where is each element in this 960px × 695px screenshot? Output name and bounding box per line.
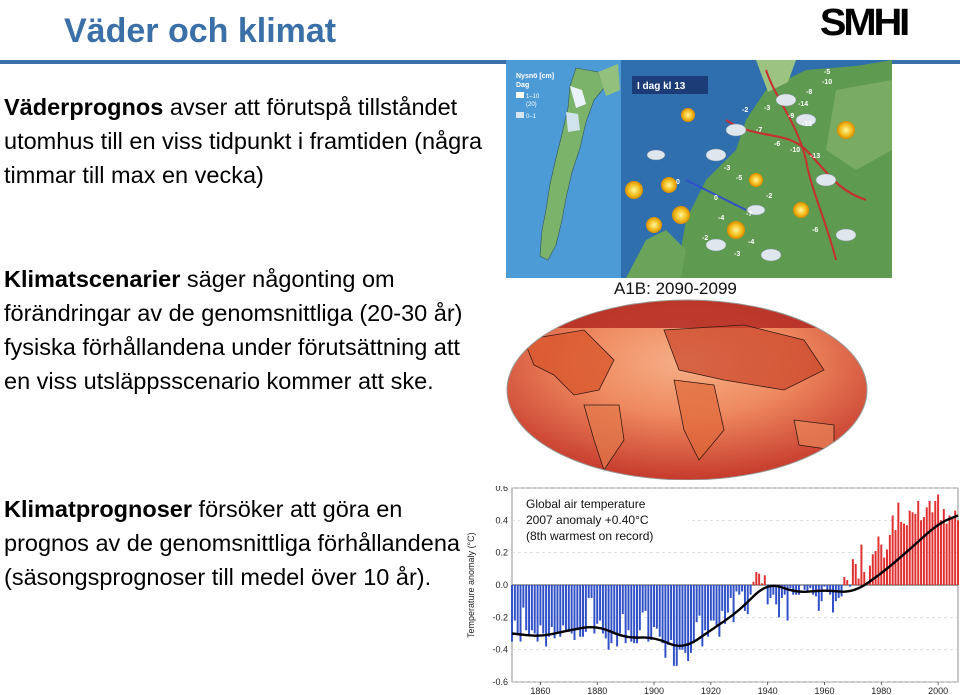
anomaly-bar — [622, 585, 624, 614]
x-tick-label: 2000 — [928, 686, 949, 695]
anomaly-bar — [877, 537, 879, 586]
page-title: Väder och klimat — [64, 12, 337, 50]
anomaly-bar — [520, 585, 522, 642]
temp-label: -3 — [734, 251, 741, 258]
anomaly-bar — [522, 585, 524, 608]
anomaly-bar — [764, 575, 766, 585]
cloud-icon — [647, 150, 665, 160]
anomaly-bar — [735, 585, 737, 591]
snow-legend-title: Nysnö [cm] — [516, 73, 555, 80]
chart-title: Global air temperature — [526, 497, 646, 511]
anomaly-bar — [645, 585, 647, 611]
y-tick-label: -0.2 — [492, 612, 508, 623]
x-tick-label: 1940 — [757, 686, 778, 695]
y-tick-label: 0.4 — [495, 515, 508, 526]
anomaly-bar — [571, 585, 573, 634]
anomaly-bar — [673, 585, 675, 666]
temp-label: -10 — [790, 147, 801, 154]
snow-legend-range-2: (20) — [526, 102, 537, 108]
anomaly-bar — [676, 585, 678, 666]
scenario-label: A1B: 2090-2099 — [614, 280, 737, 298]
anomaly-bar — [761, 583, 763, 585]
anomaly-bar — [559, 585, 561, 637]
anomaly-bar — [687, 585, 689, 661]
temp-label: -6 — [774, 141, 781, 148]
anomaly-bar — [656, 585, 658, 629]
temp-label: -7 — [746, 211, 753, 218]
anomaly-bar — [778, 585, 780, 617]
anomaly-bar — [525, 585, 527, 630]
y-tick-label: 0.6 — [495, 486, 508, 493]
weather-forecast-map — [506, 60, 892, 278]
paragraph-climate-scenarios — [4, 262, 474, 398]
temp-label: -2 — [766, 193, 773, 200]
anomaly-bar — [664, 585, 666, 658]
anomaly-bar — [747, 585, 749, 614]
temp-label: -10 — [822, 79, 833, 86]
anomaly-bar — [670, 585, 672, 640]
sun-icon — [625, 181, 643, 199]
anomaly-bar — [846, 580, 848, 585]
chart-annotation-1: 2007 anomaly +0.40°C — [526, 513, 649, 527]
anomaly-bar — [616, 585, 618, 646]
anomaly-bar — [744, 585, 746, 611]
global-temperature-chart — [464, 486, 960, 695]
anomaly-bar — [789, 585, 791, 588]
x-tick-label: 1920 — [700, 686, 721, 695]
anomaly-bar — [835, 585, 837, 601]
anomaly-bar — [812, 585, 814, 595]
y-tick-label: 0.0 — [495, 580, 508, 590]
anomaly-bar — [642, 585, 644, 612]
anomaly-bar — [946, 524, 948, 585]
sun-icon — [793, 202, 809, 218]
x-tick-label: 1880 — [587, 686, 608, 695]
paragraph-climate-forecasts — [4, 492, 474, 594]
paragraph-weather-forecast — [4, 90, 484, 192]
anomaly-bar — [948, 515, 950, 585]
snow-legend-range-3: 0–1 — [526, 114, 537, 120]
temp-label: -12 — [802, 121, 813, 128]
temp-label: -2 — [702, 235, 709, 242]
anomaly-bar — [951, 519, 953, 585]
term-weather-forecast: Väderprognos — [4, 94, 164, 120]
anomaly-bar — [900, 522, 902, 585]
temp-label: -7 — [756, 127, 763, 134]
anomaly-bar — [849, 585, 851, 587]
anomaly-bar — [707, 585, 709, 637]
anomaly-bar — [662, 585, 664, 643]
anomaly-bar — [608, 585, 610, 650]
cloud-icon — [706, 149, 726, 161]
anomaly-bar — [554, 585, 556, 638]
anomaly-bar — [741, 585, 743, 591]
anomaly-bar — [875, 551, 877, 585]
forecast-time-label: I dag kl 13 — [637, 81, 686, 92]
cloud-icon — [761, 249, 781, 261]
anomaly-bar — [517, 585, 519, 634]
cloud-icon — [776, 94, 796, 106]
anomaly-bar — [548, 585, 550, 637]
anomaly-bar — [852, 559, 854, 585]
anomaly-bar — [625, 585, 627, 643]
anomaly-bar — [855, 564, 857, 585]
cloud-icon — [816, 174, 836, 186]
anomaly-bar — [858, 579, 860, 585]
anomaly-bar — [738, 585, 740, 595]
temp-label: -6 — [812, 227, 819, 234]
snow-legend-sub: Dag — [516, 82, 530, 89]
anomaly-bar — [562, 585, 564, 625]
anomaly-bar — [750, 585, 752, 595]
anomaly-bar — [733, 585, 735, 622]
anomaly-bar — [752, 582, 754, 585]
temp-label: -4 — [748, 239, 755, 246]
anomaly-bar — [568, 585, 570, 632]
anomaly-bar — [599, 585, 601, 621]
anomaly-bar — [821, 585, 823, 601]
cloud-icon — [706, 239, 726, 251]
anomaly-bar — [710, 585, 712, 621]
anomaly-bar — [809, 585, 811, 588]
anomaly-bar — [659, 585, 661, 637]
anomaly-bar — [934, 501, 936, 585]
sun-icon — [749, 173, 763, 187]
anomaly-bar — [534, 585, 536, 634]
anomaly-bar — [653, 585, 655, 627]
anomaly-bar — [633, 585, 635, 643]
anomaly-bar — [724, 585, 726, 624]
temp-label: -5 — [824, 69, 831, 76]
anomaly-bar — [650, 585, 652, 640]
anomaly-bar — [556, 585, 558, 634]
x-tick-label: 1960 — [814, 686, 835, 695]
anomaly-bar — [937, 494, 939, 585]
temp-label: 0 — [676, 179, 680, 186]
sun-icon — [837, 121, 855, 139]
anomaly-bar — [957, 520, 959, 585]
anomaly-bar — [755, 572, 757, 585]
anomaly-bar — [576, 585, 578, 630]
anomaly-bar — [892, 515, 894, 585]
anomaly-bar — [684, 585, 686, 653]
anomaly-bar — [574, 585, 576, 640]
anomaly-bar — [596, 585, 598, 624]
y-tick-label: -0.4 — [492, 644, 508, 655]
y-axis-label: Temperature anomaly (°C) — [466, 532, 476, 638]
anomaly-bar — [940, 520, 942, 585]
temp-label: -2 — [742, 107, 749, 114]
temp-label: -8 — [806, 89, 813, 96]
anomaly-bar — [826, 585, 828, 590]
anomaly-bar — [647, 585, 649, 642]
anomaly-bar — [610, 585, 612, 643]
anomaly-bar — [639, 585, 641, 630]
y-tick-label: 0.2 — [495, 547, 508, 558]
anomaly-bar — [860, 545, 862, 585]
text-climate-scenarios: säger någonting om förändringar av de genomsnittliga (20-30 år) fysiska förhållandena under förutsättning att en viss utsläppsscenario kommer att ske. — [4, 266, 463, 394]
anomaly-bar — [699, 585, 701, 616]
anomaly-bar — [591, 585, 593, 598]
anomaly-bar — [832, 585, 834, 612]
anomaly-bar — [775, 585, 777, 604]
anomaly-bar — [585, 585, 587, 632]
anomaly-bar — [619, 585, 621, 634]
anomaly-bar — [818, 585, 820, 611]
anomaly-bar — [528, 585, 530, 635]
anomaly-bar — [696, 585, 698, 622]
sun-icon — [646, 217, 662, 233]
anomaly-bar — [895, 530, 897, 585]
anomaly-bar — [863, 572, 865, 585]
anomaly-bar — [926, 507, 928, 585]
temp-label: -9 — [788, 113, 795, 120]
sun-icon — [672, 206, 690, 224]
anomaly-bar — [920, 520, 922, 585]
text-climate-forecasts: försöker att göra en prognos av de genomsnittliga förhållandena (säsongsprognoser till medel över 10 år). — [4, 496, 460, 590]
anomaly-bar — [914, 514, 916, 585]
anomaly-bar — [693, 585, 695, 643]
anomaly-bar — [823, 585, 825, 587]
anomaly-bar — [602, 585, 604, 634]
sun-icon — [661, 177, 677, 193]
anomaly-bar — [795, 585, 797, 595]
anomaly-bar — [613, 585, 615, 634]
anomaly-bar — [721, 585, 723, 611]
anomaly-bar — [843, 577, 845, 585]
anomaly-bar — [727, 585, 729, 612]
temp-label: -5 — [736, 175, 743, 182]
anomaly-bar — [539, 585, 541, 625]
anomaly-bar — [730, 585, 732, 598]
anomaly-bar — [531, 585, 533, 630]
anomaly-bar — [718, 585, 720, 637]
anomaly-bar — [923, 517, 925, 585]
anomaly-bar — [542, 585, 544, 634]
anomaly-bar — [906, 525, 908, 585]
anomaly-bar — [897, 503, 899, 585]
anomaly-bar — [537, 585, 539, 642]
anomaly-bar — [713, 585, 715, 621]
temp-label: -13 — [810, 153, 821, 160]
anomaly-bar — [630, 585, 632, 642]
temp-label: -3 — [764, 105, 771, 112]
temp-label: -3 — [724, 165, 731, 172]
anomaly-bar — [679, 585, 681, 650]
temp-label: 0 — [714, 195, 718, 202]
chart-annotation-2: (8th warmest on record) — [526, 529, 654, 543]
anomaly-bar — [545, 585, 547, 646]
smhi-logo: SMHI — [819, 2, 908, 44]
anomaly-bar — [514, 585, 516, 621]
sun-icon — [727, 221, 745, 239]
y-tick-label: -0.6 — [492, 677, 508, 687]
anomaly-bar — [588, 585, 590, 598]
x-tick-label: 1980 — [871, 686, 892, 695]
anomaly-bar — [804, 585, 806, 590]
anomaly-bar — [551, 585, 553, 627]
term-climate-scenarios: Klimatscenarier — [4, 266, 181, 292]
term-climate-forecasts: Klimatprognoser — [4, 496, 193, 522]
anomaly-bar — [565, 585, 567, 630]
sun-icon — [681, 108, 695, 122]
x-tick-label: 1900 — [644, 686, 665, 695]
anomaly-bar — [681, 585, 683, 650]
anomaly-bar — [667, 585, 669, 645]
anomaly-bar — [931, 512, 933, 585]
temp-label: -4 — [718, 215, 725, 222]
anomaly-bar — [627, 585, 629, 630]
cloud-icon — [726, 124, 746, 136]
anomaly-bar — [716, 585, 718, 625]
cloud-icon — [836, 229, 856, 241]
text-weather-forecast: avser att förutspå tillståndet utomhus till en viss tidpunkt i framtiden (några timmar till max en vecka) — [4, 94, 483, 188]
anomaly-bar — [636, 585, 638, 643]
anomaly-bar — [889, 535, 891, 585]
anomaly-bar — [954, 511, 956, 585]
anomaly-bar — [798, 585, 800, 595]
climate-scenario-world-map — [504, 280, 870, 480]
temp-label: -14 — [798, 101, 809, 108]
anomaly-bar — [704, 585, 706, 630]
anomaly-bar — [880, 545, 882, 585]
anomaly-bar — [758, 574, 760, 585]
snow-legend-range-1: 1–10 — [526, 94, 540, 100]
anomaly-bar — [929, 501, 931, 585]
x-tick-label: 1860 — [530, 686, 551, 695]
